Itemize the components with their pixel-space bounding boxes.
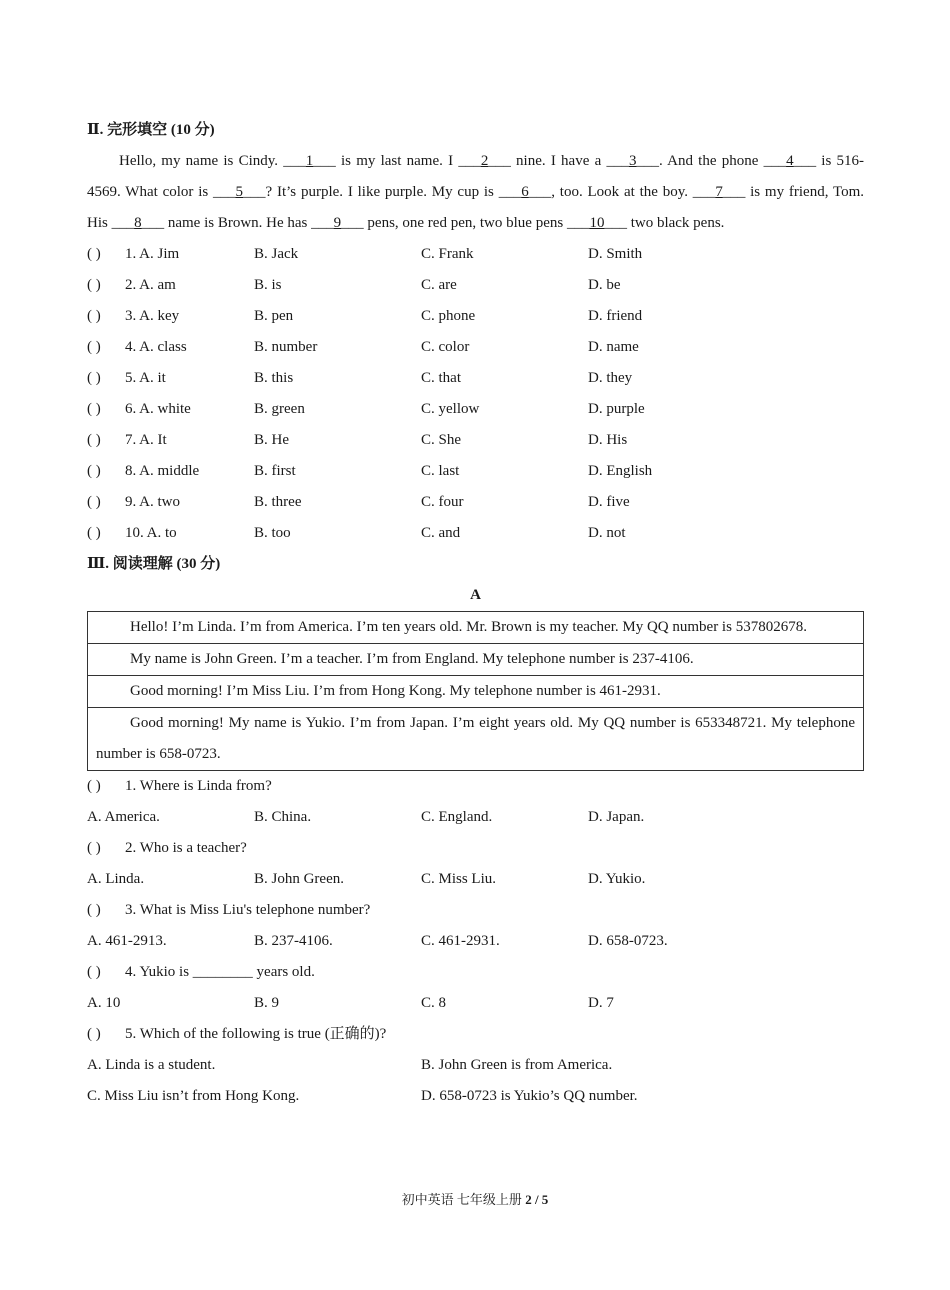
- cloze-question-row: ( ) 10. A. to B. too C. and D. not: [87, 518, 864, 549]
- question-stem: ( ) 2. Who is a teacher?: [87, 833, 864, 864]
- answer-bracket[interactable]: ( ): [87, 840, 101, 856]
- answer-bracket[interactable]: ( ): [87, 339, 101, 355]
- cloze-text: is my friend, Tom. His: [87, 184, 865, 231]
- cloze-text: pens, one red pen, two blue pens: [367, 215, 564, 231]
- cloze-blank: 10: [589, 215, 605, 231]
- cloze-text: . And the phone: [658, 153, 759, 169]
- answer-bracket[interactable]: ( ): [87, 401, 101, 417]
- cloze-blank: 3: [628, 153, 637, 169]
- passage-cell: My name is John Green. I’m a teacher. I’m from England. My telephone number is 237-4106.: [88, 644, 864, 676]
- answer-bracket[interactable]: ( ): [87, 964, 101, 980]
- cloze-blank: 9: [333, 215, 342, 231]
- answer-bracket[interactable]: ( ): [87, 494, 101, 510]
- section-3-title: Ⅲ. 阅读理解 (30 分): [87, 556, 221, 572]
- cloze-blank: 8: [134, 215, 142, 231]
- cloze-blank: 7: [715, 184, 723, 200]
- question-options: A. 10 B. 9 C. 8 D. 7: [87, 995, 614, 1011]
- question-stem: ( ) 4. Yukio is ________ years old.: [87, 957, 864, 988]
- cloze-question-row: ( ) 3. A. key B. pen C. phone D. friend: [87, 301, 864, 332]
- answer-bracket[interactable]: ( ): [87, 432, 101, 448]
- question-options: A. Linda. B. John Green. C. Miss Liu. D. Yukio.: [87, 871, 646, 887]
- cloze-text: Hello, my name is Cindy.: [119, 153, 279, 169]
- cloze-text: is my last name. I: [341, 153, 454, 169]
- exam-page: [87, 115, 864, 1112]
- cloze-text: ? It’s purple. I like purple. My cup is: [265, 184, 494, 200]
- answer-bracket[interactable]: ( ): [87, 778, 101, 794]
- passage-cell: Hello! I’m Linda. I’m from America. I’m ten years old. Mr. Brown is my teacher. My QQ number is 537802678.: [88, 612, 864, 644]
- reading-passages-table: [87, 611, 864, 771]
- cloze-blank: 4: [786, 153, 794, 169]
- cloze-blank: 2: [480, 153, 489, 169]
- cloze-text: , too. Look at the boy.: [551, 184, 688, 200]
- footer-label: 初中英语 七年级上册: [401, 1192, 522, 1207]
- passage-cell: Good morning! My name is Yukio. I’m from Japan. I’m eight years old. My QQ number is 653348721. My telephone number is 658-0723.: [88, 708, 864, 771]
- cloze-blank: 1: [305, 153, 314, 169]
- cloze-question-row: ( ) 5. A. it B. this C. that D. they: [87, 363, 864, 394]
- cloze-text: nine. I have a: [516, 153, 602, 169]
- answer-bracket[interactable]: ( ): [87, 277, 101, 293]
- question-options: A. America. B. China. C. England. D. Japan.: [87, 809, 645, 825]
- answer-bracket[interactable]: ( ): [87, 1026, 101, 1042]
- cloze-question-row: ( ) 9. A. two B. three C. four D. five: [87, 487, 864, 518]
- cloze-text: is 516-4569. What color is: [87, 153, 865, 200]
- cloze-blank: 5: [235, 184, 244, 200]
- answer-bracket[interactable]: ( ): [87, 308, 101, 324]
- cloze-text: two black pens.: [630, 215, 725, 231]
- answer-bracket[interactable]: ( ): [87, 370, 101, 386]
- answer-bracket[interactable]: ( ): [87, 902, 101, 918]
- cloze-question-row: ( ) 1. A. Jim B. Jack C. Frank D. Smith: [87, 239, 864, 270]
- page-number: 2 / 5: [525, 1192, 549, 1207]
- page-footer: [0, 1190, 950, 1210]
- question-options: C. Miss Liu isn’t from Hong Kong. D. 658-0723 is Yukio’s QQ number.: [87, 1088, 638, 1104]
- passage-label: A: [470, 587, 481, 603]
- cloze-question-row: ( ) 7. A. It B. He C. She D. His: [87, 425, 864, 456]
- cloze-passage: Hello, my name is Cindy. ___1___ is my last name. I ___2___ nine. I have a ___3___. And the phone ___4___ is 516-4569. What color is ___5___? It’s purple. I like purple. My cup is ___6___, too. Look at the boy. ___7___ is my friend, Tom. His ___8___ name is Brown. He has ___9___ pens, one red pen, two blue pens ___10___ two black pens.: [87, 146, 864, 239]
- section-2-title: Ⅱ. 完形填空 (10 分): [87, 122, 215, 138]
- answer-bracket[interactable]: ( ): [87, 246, 101, 262]
- cloze-question-list: [87, 239, 864, 549]
- cloze-question-row: ( ) 8. A. middle B. first C. last D. English: [87, 456, 864, 487]
- cloze-question-row: ( ) 6. A. white B. green C. yellow D. purple: [87, 394, 864, 425]
- cloze-text: name is Brown. He has: [167, 215, 308, 231]
- question-stem: ( ) 5. Which of the following is true (正确的)?: [87, 1019, 864, 1050]
- answer-bracket[interactable]: ( ): [87, 463, 101, 479]
- cloze-question-row: ( ) 2. A. am B. is C. are D. be: [87, 270, 864, 301]
- question-stem: ( ) 3. What is Miss Liu's telephone number?: [87, 895, 864, 926]
- reading-question-list: [87, 771, 864, 1112]
- passage-cell: Good morning! I’m Miss Liu. I’m from Hong Kong. My telephone number is 461-2931.: [88, 676, 864, 708]
- question-options: A. 461-2913. B. 237-4106. C. 461-2931. D. 658-0723.: [87, 933, 668, 949]
- answer-bracket[interactable]: ( ): [87, 525, 101, 541]
- cloze-blank: 6: [521, 184, 529, 200]
- question-options: A. Linda is a student. B. John Green is from America.: [87, 1057, 613, 1073]
- cloze-question-row: ( ) 4. A. class B. number C. color D. name: [87, 332, 864, 363]
- question-stem: ( ) 1. Where is Linda from?: [87, 771, 864, 802]
